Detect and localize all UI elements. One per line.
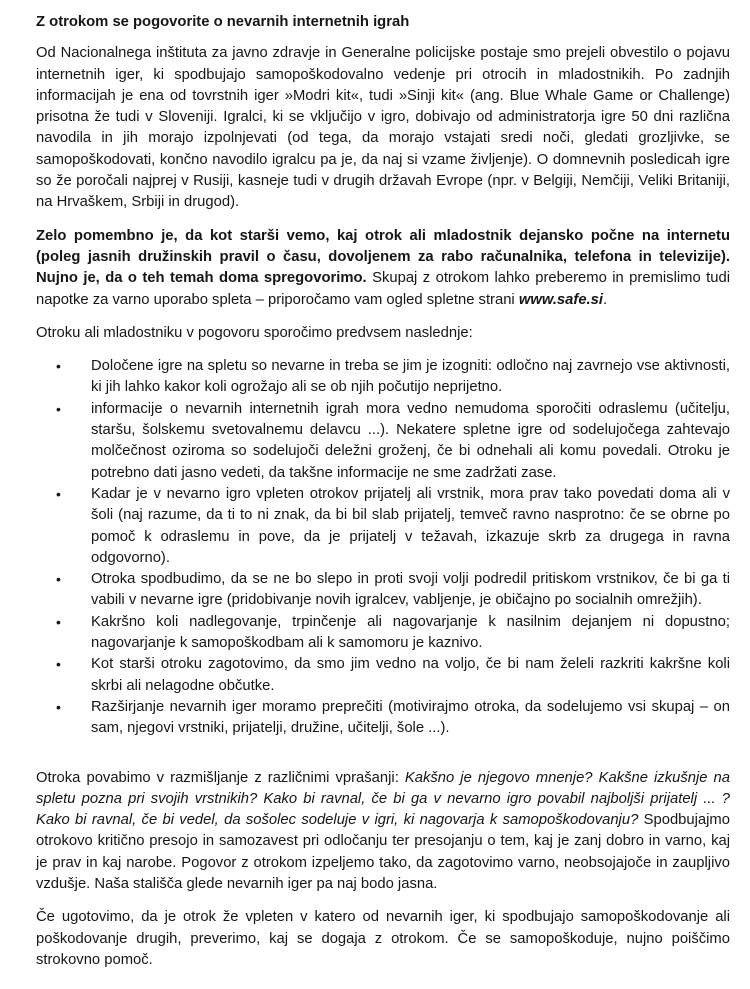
bullet-icon: •: [56, 571, 61, 588]
list-item: [36, 399, 730, 484]
questions-rest: Spodbujajmo otrokovo kritično presojo in samozavest pri odločanju ter presojanju o tem, kaj je zanj dobro in varno, kaj je prav in kaj narobe. Pogovor z otrokom izpeljemo tako, da zagotovimo varno, neobsojajoče in zaupljivo vzdušje. Naša stališča glede nevarnih iger pa naj bodo jasna.: [36, 812, 730, 892]
list-item: [36, 697, 730, 740]
list-item: [36, 569, 730, 612]
list-item-text: Otroka spodbudimo, da se ne bo slepo in proti svoji volji podredil pritiskom vrstnikov, če bi ga ti vabili v nevarne igre (pridobivanje novih igralcev, vabljenje, je običajno po socialnih omrežjih).: [91, 571, 730, 609]
importance-text: Skupaj z otrokom lahko preberemo in premislimo tudi napotke za varno uporabo spleta – priporočamo vam ogled spletne strani: [36, 270, 730, 308]
list-item: [36, 356, 730, 399]
intro-paragraph: Od Nacionalnega inštituta za javno zdravje in Generalne policijske postaje smo prejeli obvestilo o pojavu internetnih iger, ki spodbujajo samopoškodovalno vedenje pri otrocih in mladostnikih. Po zadnjih informacijah je ena od tovrstnih iger »Modri kit«, tudi »Sinji kit« (ang. Blue Whale Game or Challenge) prisotna že tudi v Sloveniji. Igralci, ki se vključijo v igro, dobivajo od administratorja igre 50 dni različna navodila in jih morajo izpolnjevati (od tega, da morajo vstajati sredi noči, gledati grozljivke, se samopoškodovati, končno navodilo igralcu pa je, da naj si vzame življenje). O domnevnih posledicah igre so že poročali najprej v Rusiji, kasneje tudi v drugih državah Evrope (npr. v Belgiji, Nemčiji, Veliki Britaniji, na Hrvaškem, Srbiji in drugod).: [36, 45, 730, 211]
questions-paragraph: [36, 768, 730, 896]
list-item-text: Razširjanje nevarnih iger moramo preprečiti (motivirajmo otroka, da sodelujemo vsi skupaj – on sam, njegovi vrstniki, prijatelji, družine, učitelji, šole ...).: [91, 698, 730, 737]
document-page: [36, 12, 730, 983]
list-item-text: Kakršno koli nadlegovanje, trpinčenje ali nagovarjanje k nasilnim dejanjem ni dopustno; nagovarjanje k samopoškodbam ali k samomoru je kaznivo.: [91, 613, 730, 652]
importance-end: .: [603, 291, 608, 308]
bullet-icon: •: [56, 485, 61, 502]
questions-lead: Otroka povabimo v razmišljanje z različnimi vprašanji:: [36, 769, 405, 786]
bullet-icon: •: [56, 698, 61, 715]
list-item: [36, 654, 730, 697]
closing-paragraph: Če ugotovimo, da je otrok že vpleten v katero od nevarnih iger, ki spodbujajo samopoškodovanje ali poškodovanje drugih, preverimo, kaj se dogaja z otrokom. Če se samopoškoduje, nujno poiščimo strokovno pomoč.: [36, 909, 730, 968]
list-item-text: Kot starši otroku zagotovimo, da smo jim vedno na voljo, če bi nam želeli razkriti kakršne koli skrbi ali nelagodne občutke.: [91, 656, 730, 694]
advice-intro-paragraph: Otroku ali mladostniku v pogovoru sporočimo predvsem naslednje:: [36, 324, 473, 341]
importance-paragraph: [36, 226, 730, 311]
list-item-text: Določene igre na spletu so nevarne in treba se jim je izogniti: odločno naj zavrnejo vse aktivnosti, ki jih lahko kakor koli ogrožajo ali se ob njih počutijo neprijetno.: [91, 358, 730, 396]
safe-si-link[interactable]: www.safe.si: [518, 291, 604, 308]
bullet-icon: •: [56, 400, 61, 417]
list-item-text: Kadar je v nevarno igro vpleten otrokov prijatelj ali vrstnik, mora prav tako povedati doma ali v šoli (naj razume, da ti to ni znak, da bi bil slab prijatelj, temveč ravno nasprotno: če se obrne po pomoč k odraslemu in pove, da je prijatelj v težavah, izkazuje skrb za drugega in ravna odgovorno).: [91, 485, 730, 566]
bullet-icon: •: [56, 613, 61, 630]
importance-bold-text: Zelo pomembno je, da kot starši vemo, kaj otrok ali mladostnik dejansko počne na internetu (poleg jasnih družinskih pravil o času, dovoljenem za rabo računalnika, telefona in televizije). Nujno je, da o teh temah doma spregovorimo.: [36, 227, 730, 287]
advice-list: [36, 356, 730, 739]
document-title: Z otrokom se pogovorite o nevarnih internetnih igrah: [36, 14, 410, 30]
list-item: [36, 612, 730, 655]
bullet-icon: •: [56, 656, 61, 673]
list-item: [36, 484, 730, 569]
list-item-text: informacije o nevarnih internetnih igrah mora vedno nemudoma sporočiti odraslemu (učitelju, staršu, šolskemu svetovalnemu delavcu ...). Nekatere spletne igre od sodelujočega zahtevajo molčečnost oziroma so sodelujoči deležni groženj, če bi odnehali ali komu povedali. Otroku je potrebno dati jasno vedeti, da takšne informacije ne sme zadržati zase.: [91, 400, 730, 481]
questions-italic: Kakšno je njegovo mnenje? Kakšne izkušnje na spletu pozna pri svojih vrstnikih? Kako bi ravnal, če bi ga v nevarno igro povabil najboljši prijatelj ... ? Kako bi ravnal, če bi vedel, da sošolec sodeluje v igri, ki nagovarja k samopoškodovanju?: [36, 769, 730, 829]
bullet-icon: •: [56, 358, 61, 375]
